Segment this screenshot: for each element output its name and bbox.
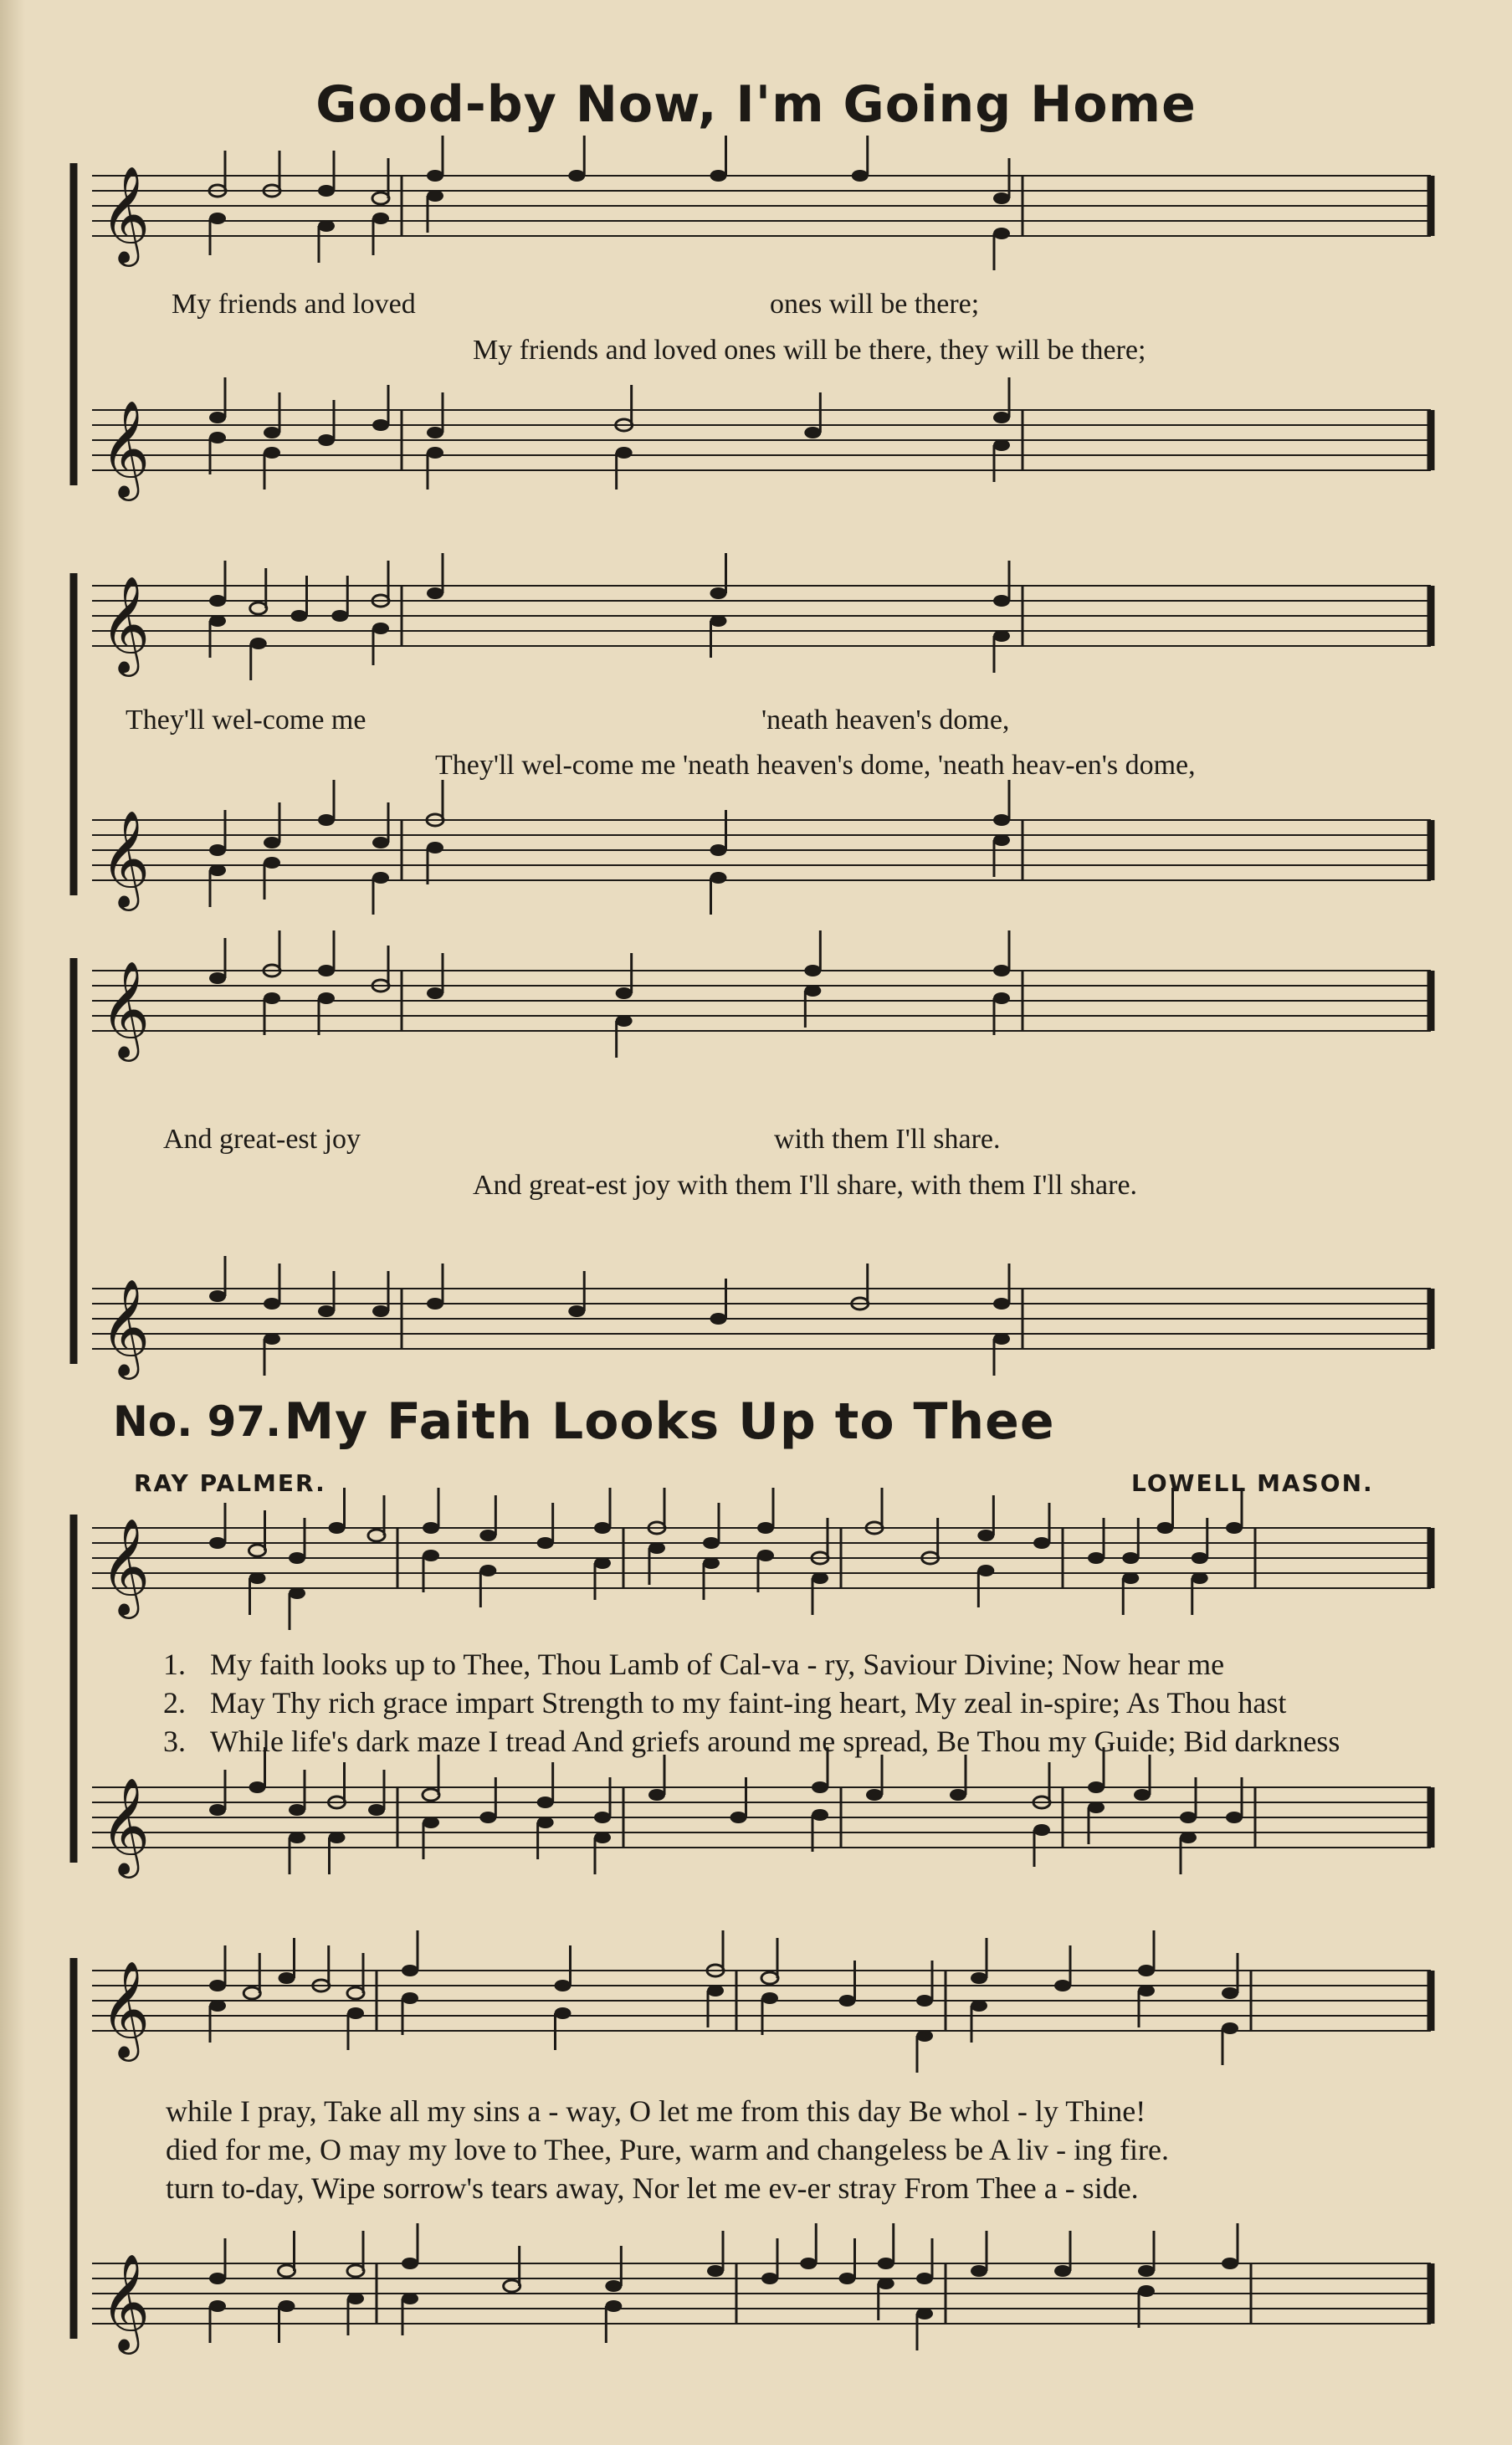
hymn-b-system2-treble-note — [1138, 1965, 1155, 1976]
verse-3-line-1: 3. While life's dark maze I tread And griefs around me spread, Be Thou my Guide; Bid darkness — [163, 1725, 1340, 1758]
verse-1-line-1: 1. My faith looks up to Thee, Thou Lamb of Cal-va - ry, Saviour Divine; Now hear me — [163, 1648, 1225, 1681]
hymn-b-system2-treble-note — [971, 1972, 987, 1984]
hymn-b-system1-bass-note — [289, 1804, 305, 1816]
hymn-a-system3-bass-note — [568, 1305, 585, 1317]
hymn-a-system2-bass-note — [372, 837, 389, 848]
hymn-a-lyric-3-bottom: And great-est joy with them I'll share, with them I'll share. — [473, 1170, 1138, 1201]
hymn-b-system2-bass-note — [971, 2265, 987, 2277]
hymn-a-system1-bass-note — [209, 412, 226, 423]
hymn-b-system2-treble-note — [243, 1987, 260, 1999]
hymn-a-system1-bass-note — [427, 447, 443, 459]
hymn-b-system1-treble-note — [479, 1530, 496, 1541]
hymn-a-system2-bass-note — [209, 844, 226, 856]
hymn-b-system1-bass-note — [1226, 1812, 1243, 1823]
hymn-b-system2-bass-note — [279, 2265, 295, 2277]
hymn-b-system1-treble-note — [594, 1557, 611, 1569]
hymn-b-system1-bass-note — [730, 1812, 747, 1823]
hymn-b-system1-treble-note — [1192, 1552, 1208, 1564]
hymn-b-system1-bass-note — [594, 1832, 611, 1843]
hymn-a-lyric-1-bottom: My friends and loved ones will be there, they will be there; — [473, 335, 1146, 366]
hymn-b-system1-bass-note — [1134, 1789, 1151, 1801]
hymn-b-system2-treble-note — [209, 1980, 226, 1991]
hymn-b-system2-treble-note — [347, 2007, 364, 2019]
hymn-a-system2-bass-note — [318, 814, 335, 826]
hymn-b-system2-treble-note — [761, 1972, 778, 1984]
hymn-b-system2-bass-note — [402, 2293, 418, 2304]
hymn-a-system1-bass-note — [318, 434, 335, 446]
hymn-a-system1-bass-note — [616, 447, 633, 459]
hymn-b-system1-treble-note — [329, 1522, 346, 1534]
hymn-a-system3-treble-note — [616, 987, 633, 999]
hymn-b-system2-treble-clef: 𝄞 — [100, 1960, 151, 2058]
hymn-b-system1-treble-note — [1226, 1522, 1243, 1534]
hymn-b-system1-treble-note — [1088, 1552, 1105, 1564]
hymn-a-system2-treble-note — [710, 615, 727, 627]
hymn-a-system3-treble-note — [318, 965, 335, 976]
hymn-b-system1-treble-note — [289, 1587, 305, 1599]
hymn-b-system1-bass-note — [1180, 1832, 1197, 1843]
hymn-a-system2-treble-note — [209, 615, 226, 627]
hymn-b-system1-treble-note — [537, 1537, 554, 1549]
hymn-a-system1-treble-note — [568, 170, 585, 182]
hymn-b-system1-treble-note — [757, 1522, 774, 1534]
hymn-b-system1-treble-note — [1192, 1572, 1208, 1584]
hymn-a-system2-treble-note — [427, 587, 443, 599]
hymn-b-system1-treble-note — [368, 1530, 385, 1541]
hymn-b-system1-bass-note — [423, 1817, 439, 1828]
hymn-b-system2-bass-note — [761, 2273, 778, 2284]
hymn-b-system1-bass-clef: 𝄞 — [100, 1776, 151, 1874]
hymn-a-system3-bass-note — [993, 1333, 1010, 1345]
hymn-b-system2-bass-note — [605, 2280, 622, 2292]
hymn-b-system2-bass-note — [707, 2265, 724, 2277]
hymn-a-system1-bass-note — [264, 447, 280, 459]
hymn-b-system1-treble-clef: 𝄞 — [100, 1517, 151, 1615]
hymn-b-system2-bass-note — [916, 2308, 933, 2319]
hymn-a-system1-treble-note — [318, 185, 335, 197]
hymn-a-system3-bass-clef: 𝄞 — [100, 1278, 151, 1376]
hymn-b-system1-bass-note — [289, 1832, 305, 1843]
hymn-b-system2-bass-note — [916, 2273, 933, 2284]
hymn-b-system1-treble-note — [594, 1522, 611, 1534]
hymn-a-system3-bass-note — [427, 1298, 443, 1310]
hymn-b-system1-bass-note — [479, 1812, 496, 1823]
hymn-a-system3-treble-note — [804, 985, 821, 997]
hymn-a-lyric-2-top2: 'neath heaven's dome, — [761, 705, 1010, 736]
hymn-b-system1-bass-note — [1088, 1781, 1105, 1793]
hymn-a-system1-treble-note — [427, 170, 443, 182]
hymn-b-system1-treble-note — [703, 1557, 720, 1569]
hymn-a-system2-bass-note — [710, 872, 727, 884]
hymn-a-system1-bass-note — [804, 427, 821, 438]
hymn-b-system1-treble-note — [1157, 1522, 1174, 1534]
hymn-b-system1-bass-note — [329, 1832, 346, 1843]
hymn-a-lyric-3-top2: with them I'll share. — [774, 1124, 1001, 1155]
hymn-a-system1-treble-note — [852, 170, 869, 182]
verse-2-line-2: died for me, O may my love to Thee, Pure, warm and changeless be A liv - ing fire. — [166, 2133, 1170, 2166]
hymn-b-system1-treble-note — [423, 1522, 439, 1534]
hymn-a-system1-treble-note — [710, 170, 727, 182]
hymn-b-system2-treble-note — [971, 2000, 987, 2012]
hymn-a-system2-bass-clef: 𝄞 — [100, 809, 151, 907]
hymn-a-system1-treble-note — [209, 213, 226, 224]
hymn-b-system2-bass-clef: 𝄞 — [100, 2253, 151, 2350]
hymn-a-system1-bass-note — [264, 427, 280, 438]
hymn-b-system1-treble-note — [977, 1565, 994, 1576]
hymn-b-system1-treble-note — [249, 1545, 266, 1556]
hymn-a-system3-treble-note — [318, 992, 335, 1004]
hymn-a-lyric-1-top: My friends and loved — [172, 289, 416, 320]
hymn-b-system1-treble-note — [423, 1550, 439, 1561]
hymn-b-system2-treble-note — [916, 2030, 933, 2042]
hymn-b-system2-bass-note — [878, 2278, 894, 2289]
hymn-a-title: Good-by Now, I'm Going Home — [315, 75, 1197, 134]
hymn-a-system1-bass-note — [427, 427, 443, 438]
hymn-a-system1-bass-clef: 𝄞 — [100, 399, 151, 497]
hymn-b-system1-bass-note — [812, 1781, 828, 1793]
hymn-b-system1-bass-note — [209, 1804, 226, 1816]
hymn-a-system1-treble-note — [427, 190, 443, 202]
hymn-a-system2-bass-note — [993, 814, 1010, 826]
hymn-a-system1-treble-note — [318, 220, 335, 232]
hymn-b-system1-bass-note — [423, 1789, 439, 1801]
hymn-a-system3-bass-note — [710, 1313, 727, 1325]
hymn-b-system1-bass-note — [1088, 1802, 1105, 1813]
hymn-a-system2-treble-clef: 𝄞 — [100, 575, 151, 673]
hymn-b-system2-treble-note — [279, 1972, 295, 1984]
hymn-a-system2-bass-note — [993, 834, 1010, 846]
verse-1-line-2: while I pray, Take all my sins a - way, O let me from this day Be whol - ly Thine! — [166, 2094, 1146, 2128]
hymn-b-system1-bass-note — [812, 1809, 828, 1821]
hymn-b-system2-treble-note — [1222, 1987, 1238, 1999]
hymn-b-system2-treble-note — [209, 2000, 226, 2012]
hymn-b-composer: LOWELL MASON. — [1131, 1469, 1374, 1497]
hymn-b-system2-treble-note — [402, 1965, 418, 1976]
hymn-b-system2-bass-note — [1222, 2258, 1238, 2269]
hymn-a-system2-treble-note — [993, 630, 1010, 642]
hymn-b-system2-bass-note — [209, 2300, 226, 2312]
hymn-a-system2-treble-note — [291, 610, 308, 622]
hymn-a-system2-treble-note — [209, 595, 226, 607]
hymn-b-system1-treble-note — [289, 1552, 305, 1564]
hymn-a-lyric-2-top: They'll wel-come me — [126, 705, 366, 736]
hymn-b-system2-bass-note — [1138, 2285, 1155, 2297]
hymn-b-system2-bass-note — [347, 2265, 364, 2277]
hymn-b-system2-treble-note — [402, 1992, 418, 2004]
hymn-b-system1-treble-note — [479, 1565, 496, 1576]
hymn-b-system1-bass-note — [537, 1817, 554, 1828]
hymn-a-system1-treble-clef: 𝄞 — [100, 165, 151, 263]
hymn-b-system1-treble-note — [703, 1537, 720, 1549]
hymn-a-system3-treble-note — [804, 965, 821, 976]
hymn-b-system1-bass-note — [249, 1781, 266, 1793]
hymn-b-system2-bass-note — [605, 2300, 622, 2312]
hymn-a-system3-bass-note — [318, 1305, 335, 1317]
hymn-b-system2-treble-note — [1138, 1985, 1155, 1996]
hymn-a-system2-bass-note — [264, 857, 280, 869]
hymn-b-system1-bass-note — [950, 1789, 966, 1801]
hymn-a-system2-treble-note — [250, 602, 267, 614]
hymn-a-system3-treble-note — [993, 965, 1010, 976]
hymn-b-system2-treble-note — [707, 1985, 724, 1996]
hymn-a-system2-treble-note — [250, 638, 267, 649]
hymn-b-system1-treble-note — [1033, 1537, 1050, 1549]
hymn-b-system1-bass-note — [866, 1789, 883, 1801]
hymn-a-system2-treble-note — [710, 587, 727, 599]
verse-2-line-1: 2. May Thy rich grace impart Strength to my faint-ing heart, My zeal in-spire; As Thou hast — [163, 1686, 1287, 1720]
hymn-b-system2-treble-note — [347, 1987, 364, 1999]
hymn-a-system1-bass-note — [993, 412, 1010, 423]
hymn-b-system1-treble-note — [648, 1542, 665, 1554]
hymn-a-system1-bass-note — [993, 439, 1010, 451]
hymn-b-number: No. 97. — [113, 1397, 282, 1446]
hymn-b-system2-bass-note — [839, 2273, 856, 2284]
hymn-b-system2-treble-note — [839, 1995, 856, 2007]
hymn-a-system3-bass-note — [264, 1298, 280, 1310]
hymn-a-system1-bass-note — [209, 432, 226, 443]
hymn-b-system1-treble-note — [209, 1537, 226, 1549]
hymn-a-system3-treble-note — [209, 972, 226, 984]
hymn-b-system1-treble-note — [1122, 1572, 1139, 1584]
hymn-a-system3-treble-note — [264, 992, 280, 1004]
hymn-a-system1-treble-note — [993, 228, 1010, 239]
hymn-b-system2-bass-note — [800, 2258, 817, 2269]
hymn-b-system2-bass-note — [347, 2293, 364, 2304]
hymn-b-system1-bass-note — [648, 1789, 665, 1801]
hymn-b-author: RAY PALMER. — [134, 1469, 326, 1497]
hymn-b-system1-treble-note — [1122, 1552, 1139, 1564]
hymn-b-system1-treble-note — [812, 1572, 828, 1584]
hymn-a-system2-treble-note — [993, 595, 1010, 607]
hymn-a-system3-treble-note — [616, 1015, 633, 1027]
hymn-a-lyric-1-top2: ones will be there; — [770, 289, 980, 320]
hymn-b-system2-bass-note — [1054, 2265, 1071, 2277]
hymn-a-system3-treble-note — [427, 987, 443, 999]
hymn-b-system1-bass-note — [1033, 1824, 1050, 1836]
hymn-a-system3-bass-note — [264, 1333, 280, 1345]
hymn-a-system1-bass-note — [372, 419, 389, 431]
hymn-b-system2-bass-note — [878, 2258, 894, 2269]
hymn-a-system3-treble-note — [993, 992, 1010, 1004]
hymn-a-system2-bass-note — [372, 872, 389, 884]
hymn-b-system2-treble-note — [1054, 1980, 1071, 1991]
hymn-b-system1-treble-note — [977, 1530, 994, 1541]
hymn-b-system2-treble-note — [555, 2007, 571, 2019]
hymn-a-system1-treble-note — [993, 192, 1010, 204]
hymn-b-system2-bass-note — [279, 2300, 295, 2312]
hymn-a-system2-bass-note — [209, 864, 226, 876]
hymn-a-system3-bass-note — [993, 1298, 1010, 1310]
hymn-a-system3-treble-clef: 𝄞 — [100, 960, 151, 1058]
hymn-b-system1-bass-note — [1180, 1812, 1197, 1823]
hymn-b-system2-bass-note — [402, 2258, 418, 2269]
hymn-b-system1-bass-note — [537, 1797, 554, 1808]
hymn-b-system2-treble-note — [761, 1992, 778, 2004]
hymn-b-system1-treble-note — [249, 1572, 266, 1584]
hymn-a-system2-bass-note — [710, 844, 727, 856]
hymn-a-system3-bass-note — [372, 1305, 389, 1317]
hymn-a-lyric-2-bottom: They'll wel-come me 'neath heaven's dome, 'neath heav-en's dome, — [435, 750, 1196, 781]
hymn-b-system2-bass-note — [1138, 2265, 1155, 2277]
hymn-b-system2-bass-note — [209, 2273, 226, 2284]
hymn-b-system2-treble-note — [916, 1995, 933, 2007]
hymn-a-system2-treble-note — [331, 610, 348, 622]
hymn-a-system2-bass-note — [427, 842, 443, 853]
hymn-b-system1-treble-note — [757, 1550, 774, 1561]
hymn-a-system1-treble-note — [372, 213, 389, 224]
verse-3-line-2: turn to-day, Wipe sorrow's tears away, Nor let me ev-er stray From Thee a - side. — [166, 2171, 1139, 2205]
hymn-a-system2-treble-note — [372, 623, 389, 634]
hymn-a-lyric-3-top: And great-est joy — [163, 1124, 361, 1155]
hymn-b-system2-treble-note — [1222, 2022, 1238, 2034]
hymn-a-system2-bass-note — [264, 837, 280, 848]
hymn-b-title: My Faith Looks Up to Thee — [284, 1392, 1055, 1451]
hymn-b-system1-bass-note — [594, 1812, 611, 1823]
hymn-b-system1-bass-note — [368, 1804, 385, 1816]
hymn-b-system2-treble-note — [555, 1980, 571, 1991]
hymn-a-system3-bass-note — [209, 1290, 226, 1302]
hymn-b-system2-bass-note — [504, 2280, 520, 2292]
hymn-a-system1-treble-note — [372, 192, 389, 204]
